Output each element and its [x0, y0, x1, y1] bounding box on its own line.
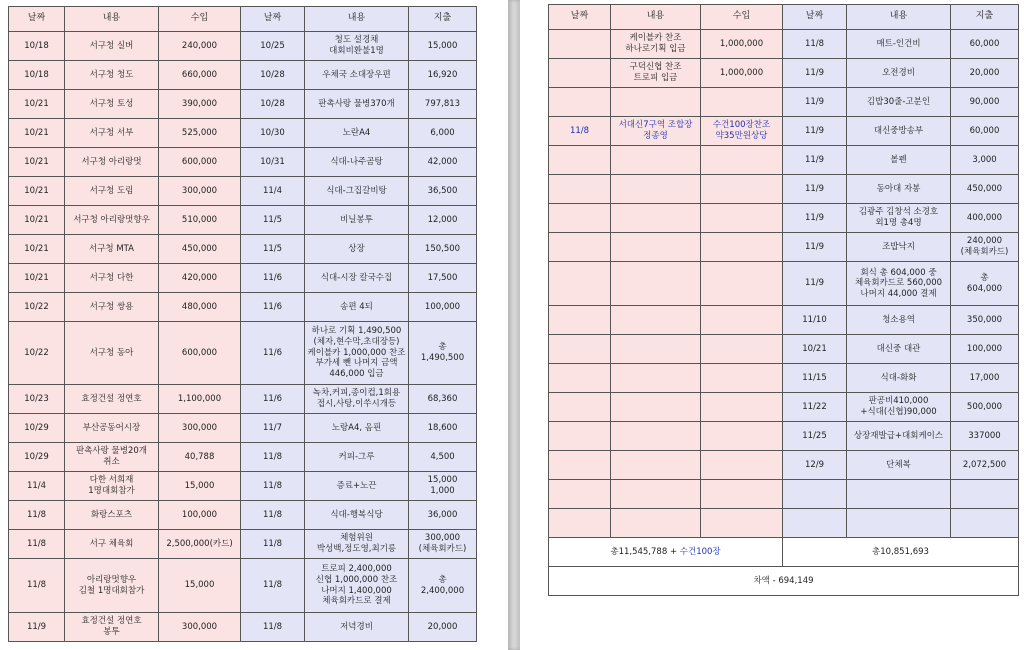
expense-date-cell: 11/8 [241, 613, 305, 642]
income-date-cell [549, 88, 611, 117]
income-content-cell [611, 451, 701, 480]
expense-amount-cell: 총 1,490,500 [409, 322, 477, 385]
income-date-cell [549, 306, 611, 335]
table-row [549, 117, 1019, 146]
expense-amount-cell: 100,000 [951, 335, 1019, 364]
income-amount-cell: 수건100장찬조 약35만원상당 [701, 117, 783, 146]
income-extra: 수건100장 [679, 546, 721, 557]
expense-date-cell: 11/9 [783, 175, 847, 204]
expense-content-cell: 대신중 대관 [847, 335, 951, 364]
expense-content-cell: 노랑A4, 옴핀 [305, 414, 409, 443]
income-amount-cell [701, 422, 783, 451]
income-amount-cell: 300,000 [159, 414, 241, 443]
expense-amount-cell: 42,000 [409, 148, 477, 177]
income-date-cell: 10/23 [9, 385, 65, 414]
difference-total: 차액 - 694,149 [549, 567, 1019, 596]
expense-date-cell: 11/9 [783, 146, 847, 175]
expense-content-cell: 식대-나주곰탕 [305, 148, 409, 177]
expense-date-cell: 11/10 [783, 306, 847, 335]
table-row [549, 88, 1019, 117]
expense-amount-cell: 400,000 [951, 204, 1019, 233]
income-content-cell [611, 233, 701, 262]
income-content-cell: 서구청 서부 [65, 119, 159, 148]
expense-date-cell: 11/15 [783, 364, 847, 393]
table-row [9, 385, 477, 414]
expense-content-cell: 상장재발급+대회케이스 [847, 422, 951, 451]
table-row [9, 90, 477, 119]
income-amount-cell [701, 480, 783, 509]
expense-date-cell: 11/5 [241, 235, 305, 264]
expense-date-cell: 11/8 [783, 30, 847, 59]
income-content-cell [611, 393, 701, 422]
table-row [9, 613, 477, 642]
table-row [549, 306, 1019, 335]
income-content-cell [611, 364, 701, 393]
income-amount-cell [701, 335, 783, 364]
income-content-cell [611, 262, 701, 306]
table-row [9, 293, 477, 322]
expense-date-cell: 11/7 [241, 414, 305, 443]
expense-amount-cell: 337000 [951, 422, 1019, 451]
table-row [9, 264, 477, 293]
expense-amount-cell: 6,000 [409, 119, 477, 148]
table-row [9, 414, 477, 443]
expense-content-cell: 식대-시장 칼국수집 [305, 264, 409, 293]
expense-date-cell: 10/31 [241, 148, 305, 177]
expense-date-cell: 11/25 [783, 422, 847, 451]
expense-date-cell: 11/9 [783, 233, 847, 262]
income-date-cell: 10/18 [9, 32, 65, 61]
table-row [9, 501, 477, 530]
table-row [9, 443, 477, 472]
income-content-cell: 서구청 토성 [65, 90, 159, 119]
table-row [549, 335, 1019, 364]
income-date-cell: 11/4 [9, 472, 65, 501]
expense-amount-cell: 18,600 [409, 414, 477, 443]
income-date-cell: 10/29 [9, 414, 65, 443]
income-amount-cell [701, 233, 783, 262]
income-date-cell: 10/21 [9, 119, 65, 148]
expense-date-header: 날짜 [783, 5, 847, 30]
totals-row [549, 538, 1019, 567]
income-content-cell: 서구청 동아 [65, 322, 159, 385]
income-amount-cell: 480,000 [159, 293, 241, 322]
expense-content-cell: 청소용역 [847, 306, 951, 335]
income-amount-cell: 100,000 [159, 501, 241, 530]
income-date-cell [549, 364, 611, 393]
expense-date-cell: 10/30 [241, 119, 305, 148]
income-content-cell: 부산공동어시장 [65, 414, 159, 443]
income-date-cell [549, 262, 611, 306]
expense-total: 총10,851,693 [783, 538, 1019, 567]
income-content-cell: 서구청 MTA [65, 235, 159, 264]
income-amount-cell: 1,000,000 [701, 30, 783, 59]
income-date-cell: 11/8 [549, 117, 611, 146]
income-content-cell [611, 335, 701, 364]
header-row [9, 7, 477, 32]
table-row [549, 30, 1019, 59]
expense-content-cell: 회식 총 604,000 중 체육회카드로 560,000 나머지 44,000 결제 [847, 262, 951, 306]
income-date-cell: 10/21 [9, 235, 65, 264]
income-content-cell: 효정건설 정연호 봉투 [65, 613, 159, 642]
income-content-cell [611, 204, 701, 233]
income-content-cell: 구덕신협 찬조 트로피 입금 [611, 59, 701, 88]
income-content-cell [611, 509, 701, 538]
expense-content-cell: 매트-인건비 [847, 30, 951, 59]
expense-content-cell: 오전경비 [847, 59, 951, 88]
income-date-cell [549, 480, 611, 509]
income-content-header: 내용 [611, 5, 701, 30]
table-row [549, 422, 1019, 451]
income-date-cell: 10/21 [9, 148, 65, 177]
expense-amount-cell: 3,000 [951, 146, 1019, 175]
income-amount-cell: 450,000 [159, 235, 241, 264]
expense-content-cell: 볼펜 [847, 146, 951, 175]
expense-amount-cell: 240,000 (체육회카드) [951, 233, 1019, 262]
expense-content-cell: 상장 [305, 235, 409, 264]
expense-amount-cell [951, 509, 1019, 538]
income-date-cell [549, 146, 611, 175]
income-content-cell: 다한 서희재 1명대회참가 [65, 472, 159, 501]
income-content-cell: 서대신7구역 조합장 정종영 [611, 117, 701, 146]
expense-content-cell: 판촉사랑 물병370개 [305, 90, 409, 119]
income-date-cell [549, 335, 611, 364]
income-date-cell [549, 175, 611, 204]
expense-content-cell: 저녁경비 [305, 613, 409, 642]
expense-amount-header: 지출 [951, 5, 1019, 30]
expense-date-cell: 11/9 [783, 88, 847, 117]
income-amount-cell: 40,788 [159, 443, 241, 472]
table-row [549, 233, 1019, 262]
expense-amount-cell [951, 480, 1019, 509]
income-amount-cell: 240,000 [159, 32, 241, 61]
expense-content-cell: 판공비410,000 +식대(신협)90,000 [847, 393, 951, 422]
expense-amount-cell: 150,500 [409, 235, 477, 264]
income-content-cell [611, 88, 701, 117]
table-row [549, 364, 1019, 393]
income-amount-cell: 420,000 [159, 264, 241, 293]
income-amount-cell: 510,000 [159, 206, 241, 235]
table-row [549, 59, 1019, 88]
expense-date-cell: 11/4 [241, 177, 305, 206]
income-amount-cell: 15,000 [159, 472, 241, 501]
expense-date-cell [783, 480, 847, 509]
income-amount-header: 수입 [159, 7, 241, 32]
expense-date-cell: 12/9 [783, 451, 847, 480]
expense-date-cell: 11/9 [783, 59, 847, 88]
income-total-cell [549, 538, 783, 567]
expense-amount-cell: 총 604,000 [951, 262, 1019, 306]
table-row [549, 451, 1019, 480]
expense-date-cell: 11/8 [241, 530, 305, 559]
expense-amount-cell: 300,000 (체육회카드) [409, 530, 477, 559]
income-date-cell: 10/21 [9, 177, 65, 206]
income-date-header: 날짜 [549, 5, 611, 30]
expense-date-cell: 11/8 [241, 443, 305, 472]
table-row [9, 119, 477, 148]
expense-date-cell: 11/22 [783, 393, 847, 422]
expense-date-cell: 10/28 [241, 90, 305, 119]
income-content-cell: 서구 체육회 [65, 530, 159, 559]
income-date-cell: 10/21 [9, 264, 65, 293]
expense-content-cell: 식대-그집갈비탕 [305, 177, 409, 206]
income-date-cell: 11/8 [9, 530, 65, 559]
income-date-cell: 10/21 [9, 90, 65, 119]
expense-amount-cell: 4,500 [409, 443, 477, 472]
income-amount-cell [701, 509, 783, 538]
income-amount-cell: 1,100,000 [159, 385, 241, 414]
income-amount-cell [701, 451, 783, 480]
income-content-cell: 케이블카 찬조 하나로기획 입금 [611, 30, 701, 59]
header-row [549, 5, 1019, 30]
expense-amount-cell: 36,000 [409, 501, 477, 530]
table-row [9, 472, 477, 501]
table-row [9, 32, 477, 61]
income-amount-cell [701, 88, 783, 117]
expense-amount-cell: 450,000 [951, 175, 1019, 204]
table-row [549, 262, 1019, 306]
income-date-cell: 11/9 [9, 613, 65, 642]
income-content-cell [611, 146, 701, 175]
table-row [549, 204, 1019, 233]
income-content-cell: 판촉사랑 물병20개 취소 [65, 443, 159, 472]
income-amount-cell: 600,000 [159, 322, 241, 385]
expense-content-cell [847, 480, 951, 509]
income-content-cell: 효정건설 정연호 [65, 385, 159, 414]
income-content-cell: 서구청 다한 [65, 264, 159, 293]
expense-amount-cell: 15,000 1,000 [409, 472, 477, 501]
expense-amount-cell: 100,000 [409, 293, 477, 322]
expense-date-cell: 10/25 [241, 32, 305, 61]
income-content-cell [611, 422, 701, 451]
income-content-cell [611, 306, 701, 335]
income-date-cell [549, 393, 611, 422]
expense-amount-cell: 797,813 [409, 90, 477, 119]
income-date-cell [549, 233, 611, 262]
expense-amount-cell: 15,000 [409, 32, 477, 61]
table-row [9, 530, 477, 559]
income-amount-cell: 300,000 [159, 177, 241, 206]
income-amount-cell: 600,000 [159, 148, 241, 177]
income-date-cell [549, 422, 611, 451]
income-date-cell [549, 451, 611, 480]
income-date-cell: 10/22 [9, 293, 65, 322]
expense-content-cell: 송편 4되 [305, 293, 409, 322]
difference-row [549, 567, 1019, 596]
table-row [549, 146, 1019, 175]
expense-date-cell: 11/6 [241, 293, 305, 322]
expense-date-cell: 11/9 [783, 204, 847, 233]
table-row [9, 235, 477, 264]
income-content-cell: 서구청 실버 [65, 32, 159, 61]
expense-date-cell: 10/21 [783, 335, 847, 364]
income-content-cell: 서구청 아리랑멋향우 [65, 206, 159, 235]
expense-date-cell: 10/28 [241, 61, 305, 90]
income-content-cell: 서구청 쌍용 [65, 293, 159, 322]
income-date-cell [549, 509, 611, 538]
table-row [549, 393, 1019, 422]
income-date-cell: 10/21 [9, 206, 65, 235]
income-content-cell: 서구청 청도 [65, 61, 159, 90]
expense-amount-cell: 16,920 [409, 61, 477, 90]
expense-content-cell: 체험위원 박성백,정도영,최기릉 [305, 530, 409, 559]
table-row [9, 61, 477, 90]
income-amount-cell: 525,000 [159, 119, 241, 148]
expense-amount-cell: 2,072,500 [951, 451, 1019, 480]
expense-date-cell: 11/8 [241, 472, 305, 501]
right-page [520, 0, 1024, 650]
expense-date-cell: 11/8 [241, 501, 305, 530]
income-amount-cell: 15,000 [159, 559, 241, 613]
expense-content-cell: 식대-화화 [847, 364, 951, 393]
expense-content-cell: 청도 설경채 대회비환불1명 [305, 32, 409, 61]
income-amount-cell [701, 306, 783, 335]
income-date-cell [549, 59, 611, 88]
expense-date-cell: 11/9 [783, 117, 847, 146]
expense-amount-cell: 500,000 [951, 393, 1019, 422]
income-content-cell [611, 480, 701, 509]
table-row [549, 175, 1019, 204]
income-total: 총11,545,788 + [610, 546, 680, 557]
income-amount-cell [701, 204, 783, 233]
income-date-header: 날짜 [9, 7, 65, 32]
expense-content-cell: 하나로 기획 1,490,500 (체자,현수막,초대장등) 케이블카 1,000,000 찬조 부가세 뺀 나머지 금액 446,000 입금 [305, 322, 409, 385]
income-amount-cell [701, 175, 783, 204]
income-date-cell: 11/8 [9, 501, 65, 530]
expense-content-cell: 노란A4 [305, 119, 409, 148]
expense-content-cell [847, 509, 951, 538]
table-row [9, 206, 477, 235]
expense-date-cell: 11/8 [241, 559, 305, 613]
ledger-table-right [548, 4, 1019, 596]
expense-date-cell: 11/9 [783, 262, 847, 306]
page-gutter [508, 0, 520, 650]
expense-date-cell: 11/6 [241, 385, 305, 414]
expense-content-cell: 트로피 2,400,000 신협 1,000,000 찬조 나머지 1,400,000 체육회카드로 결제 [305, 559, 409, 613]
income-amount-cell: 660,000 [159, 61, 241, 90]
income-content-cell: 아리랑멋향우 김철 1명대회참가 [65, 559, 159, 613]
expense-amount-cell: 90,000 [951, 88, 1019, 117]
expense-amount-header: 지출 [409, 7, 477, 32]
income-amount-cell [701, 146, 783, 175]
income-amount-cell [701, 393, 783, 422]
expense-amount-cell: 12,000 [409, 206, 477, 235]
expense-amount-cell: 68,360 [409, 385, 477, 414]
expense-content-cell: 비닐봉투 [305, 206, 409, 235]
expense-content-cell: 동아대 자봉 [847, 175, 951, 204]
income-amount-cell [701, 262, 783, 306]
expense-date-cell: 11/6 [241, 264, 305, 293]
expense-amount-cell: 17,500 [409, 264, 477, 293]
table-row [549, 509, 1019, 538]
income-amount-cell: 390,000 [159, 90, 241, 119]
expense-amount-cell: 60,000 [951, 30, 1019, 59]
expense-content-cell: 커피-그루 [305, 443, 409, 472]
expense-date-cell: 11/6 [241, 322, 305, 385]
income-amount-cell: 1,000,000 [701, 59, 783, 88]
expense-content-cell: 대신중방송부 [847, 117, 951, 146]
income-date-cell [549, 30, 611, 59]
income-date-cell: 10/29 [9, 443, 65, 472]
expense-amount-cell: 20,000 [409, 613, 477, 642]
income-amount-cell [701, 364, 783, 393]
expense-amount-cell: 350,000 [951, 306, 1019, 335]
income-content-cell [611, 175, 701, 204]
income-content-cell: 서구청 아리랑멋 [65, 148, 159, 177]
expense-amount-cell: 36,500 [409, 177, 477, 206]
expense-content-cell: 우체국 소대장우편 [305, 61, 409, 90]
expense-date-cell: 11/5 [241, 206, 305, 235]
expense-amount-cell: 총 2,400,000 [409, 559, 477, 613]
income-content-cell: 화랑스포츠 [65, 501, 159, 530]
income-amount-cell: 300,000 [159, 613, 241, 642]
expense-amount-cell: 20,000 [951, 59, 1019, 88]
expense-content-cell: 식대-행복식당 [305, 501, 409, 530]
expense-content-cell: 조밥낙지 [847, 233, 951, 262]
table-row [549, 480, 1019, 509]
expense-content-header: 내용 [305, 7, 409, 32]
expense-content-header: 내용 [847, 5, 951, 30]
table-row [9, 559, 477, 613]
expense-content-cell: 김밥30줄-고분인 [847, 88, 951, 117]
expense-date-cell [783, 509, 847, 538]
left-page [0, 0, 508, 650]
income-date-cell [549, 204, 611, 233]
expense-content-cell: 녹차,커피,종이컵,1회용 접시,사탕,이쑤시개등 [305, 385, 409, 414]
expense-amount-cell: 17,000 [951, 364, 1019, 393]
expense-content-cell: 단체복 [847, 451, 951, 480]
income-content-header: 내용 [65, 7, 159, 32]
income-content-cell: 서구청 도림 [65, 177, 159, 206]
income-date-cell: 11/8 [9, 559, 65, 613]
table-row [9, 322, 477, 385]
income-amount-header: 수입 [701, 5, 783, 30]
table-row [9, 177, 477, 206]
expense-content-cell: 증료+노끈 [305, 472, 409, 501]
income-date-cell: 10/22 [9, 322, 65, 385]
income-date-cell: 10/18 [9, 61, 65, 90]
expense-date-header: 날짜 [241, 7, 305, 32]
ledger-table-left [8, 6, 477, 642]
expense-content-cell: 김광주 김창석 소경호 외1명 총4명 [847, 204, 951, 233]
expense-amount-cell: 60,000 [951, 117, 1019, 146]
income-amount-cell: 2,500,000(카드) [159, 530, 241, 559]
table-row [9, 148, 477, 177]
